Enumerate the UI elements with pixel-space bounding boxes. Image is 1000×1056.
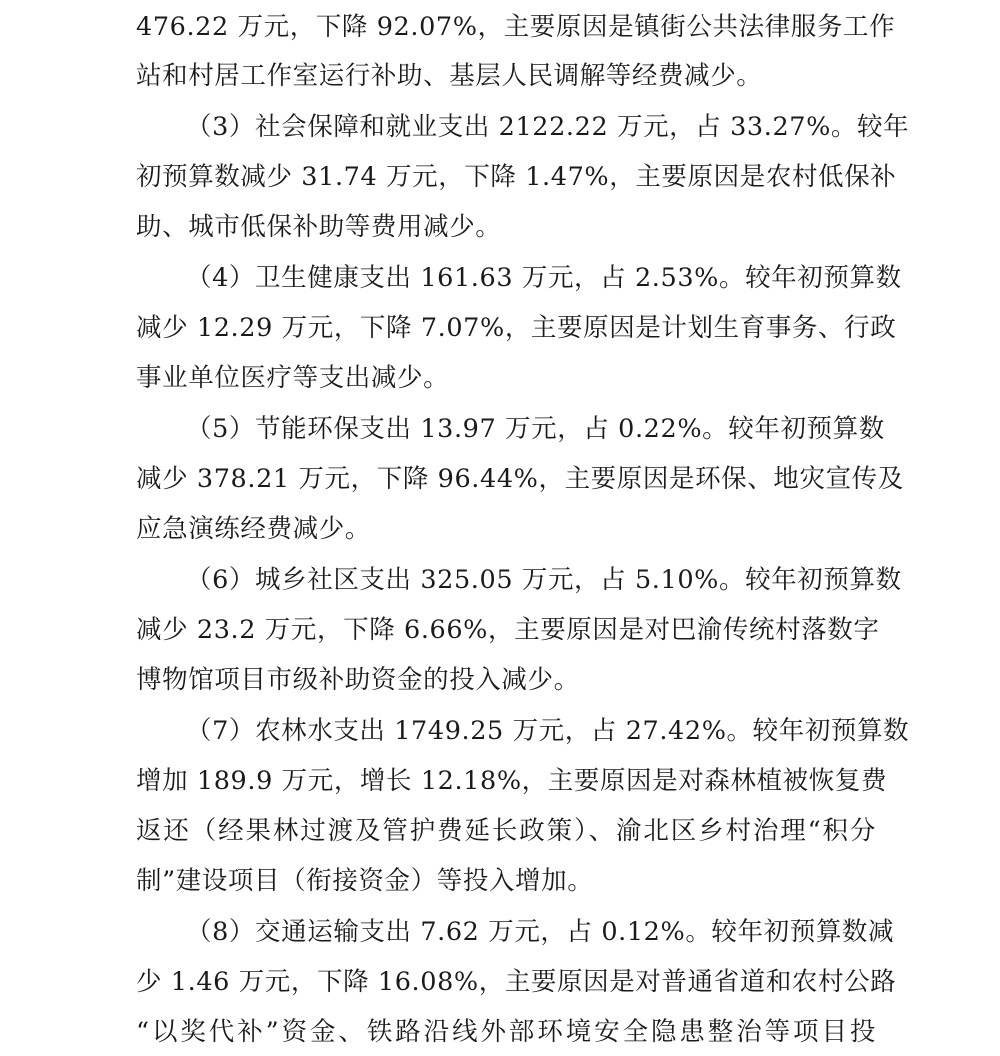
text-line: 制”建设项目（衔接资金）等投入增加。: [136, 866, 594, 896]
text-line: 减少 23.2 万元，下降 6.66%，主要原因是对巴渝传统村落数字: [136, 615, 880, 645]
text-line: 助、城市低保补助等费用减少。: [136, 212, 502, 242]
text-line: 返还（经果林过渡及管护费延长政策）、渝北区乡村治理“积分: [136, 816, 876, 846]
paragraph-heading-line: （7）农林水支出 1749.25 万元，占 27.42%。较年初预算数: [186, 716, 910, 746]
text-line: “以奖代补”资金、铁路沿线外部环境安全隐患整治等项目投: [136, 1017, 876, 1047]
text-line: 减少 12.29 万元，下降 7.07%，主要原因是计划生育事务、行政: [136, 313, 897, 343]
paragraph-heading-line: （8）交通运输支出 7.62 万元，占 0.12%。较年初预算数减: [186, 917, 895, 947]
text-line: 少 1.46 万元，下降 16.08%，主要原因是对普通省道和农村公路: [136, 967, 897, 997]
text-line: 事业单位医疗等支出减少。: [136, 363, 450, 393]
paragraph-heading-line: （4）卫生健康支出 161.63 万元，占 2.53%。较年初预算数: [186, 263, 902, 293]
paragraph-heading-line: （6）城乡社区支出 325.05 万元，占 5.10%。较年初预算数: [186, 565, 902, 595]
text-line: 站和村居工作室运行补助、基层人民调解等经费减少。: [136, 61, 763, 91]
text-line: 减少 378.21 万元，下降 96.44%，主要原因是环保、地灾宣传及: [136, 464, 904, 494]
paragraph-heading-line: （3）社会保障和就业支出 2122.22 万元，占 33.27%。较年: [186, 112, 910, 142]
text-line: 476.22 万元，下降 92.07%，主要原因是镇街公共法律服务工作: [136, 12, 896, 42]
paragraph-heading-line: （5）节能环保支出 13.97 万元，占 0.22%。较年初预算数: [186, 414, 885, 444]
text-line: 博物馆项目市级补助资金的投入减少。: [136, 665, 580, 695]
text-line: 初预算数减少 31.74 万元，下降 1.47%，主要原因是农村低保补: [136, 162, 897, 192]
text-line: 增加 189.9 万元，增长 12.18%，主要原因是对森林植被恢复费: [136, 766, 888, 796]
text-line: 应急演练经费减少。: [136, 514, 371, 544]
